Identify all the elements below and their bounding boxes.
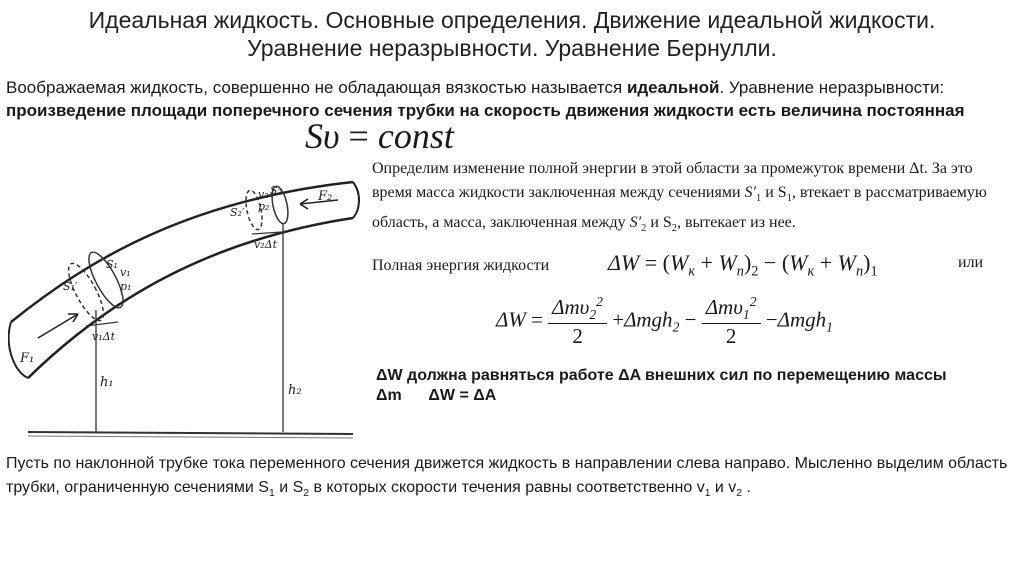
bf-num2-sub: 1: [742, 307, 750, 323]
ef-close1: ): [863, 250, 871, 275]
work-statement-line-2: Δm ΔW = ΔA: [376, 387, 497, 404]
slide-title: Идеальная жидкость. Основные определения. Движение идеальной жидкости. Уравнение неразрывности. Уравнение Бернулли.: [88, 7, 936, 61]
bf-eq: =: [531, 307, 543, 332]
S2-sub: 2: [671, 223, 677, 235]
S1-sub: 1: [786, 193, 792, 205]
bf-mgh2: Δmgh: [624, 307, 673, 332]
label-p2: p₂: [258, 200, 270, 213]
label-h2: h₂: [288, 383, 302, 398]
S2-prime: S′: [629, 214, 642, 232]
label-S2p: S₂′: [230, 206, 245, 219]
bottom-S2-sub: 2: [303, 488, 310, 500]
ef-open2: (: [781, 250, 790, 275]
label-v2dt: v₂Δt: [254, 238, 277, 251]
bf-den2: 2: [725, 324, 737, 349]
flow-tube-figure: [8, 150, 368, 450]
bf-num1-sub: 2: [589, 307, 597, 323]
ef-two: 2: [751, 263, 759, 280]
bf-h1: 1: [826, 319, 833, 335]
ef-n2: n: [855, 263, 864, 280]
ef-plus: +: [700, 250, 713, 275]
bottom-text-5: .: [742, 479, 751, 496]
ef-n: n: [736, 263, 744, 280]
bf-minus: −: [684, 307, 697, 332]
ef-Wn: W: [718, 250, 737, 275]
or-word: или: [958, 254, 984, 271]
bottom-text-2: и S: [274, 479, 304, 496]
ef-plus2: +: [819, 250, 833, 275]
energy-text-2: и S: [761, 184, 787, 201]
formula-lhs: Sυ: [305, 116, 340, 156]
intro-ideal-term: идеальной: [626, 78, 720, 97]
label-F1: F₁: [20, 351, 35, 366]
intro-text-1: Воображаемая жидкость, совершенно не обладающая вязкостью называется: [6, 78, 627, 97]
label-S2: S₂: [270, 184, 282, 197]
label-v1dt: v₁Δt: [92, 330, 115, 343]
bf-den1: 2: [572, 324, 583, 349]
bottom-v2-sub: 2: [736, 488, 743, 500]
label-p1: p₁: [120, 280, 132, 293]
bottom-paragraph: [6, 452, 1016, 506]
bernoulli-formula: [496, 294, 833, 349]
label-F2: F₂: [318, 189, 333, 204]
bf-mgh1: Δmgh: [777, 307, 827, 332]
ef-minus: −: [763, 250, 777, 275]
total-energy-label: Полная энергия жидкости: [372, 257, 550, 274]
label-h1: h₁: [100, 375, 114, 390]
intro-text-2: . Уравнение неразрывности:: [719, 78, 945, 97]
S2-prime-sub: 2: [641, 223, 647, 235]
ef-Wk2: W: [789, 250, 808, 275]
work-statement: [376, 366, 1016, 406]
bf-h2: 2: [672, 319, 680, 335]
S1-prime: S′: [744, 184, 757, 201]
intro-bold-definition: произведение площади поперечного сечения трубки на скорость движения жидкости есть величина постоянная: [6, 101, 965, 120]
bf-num1: Δmυ: [552, 295, 590, 319]
energy-change-paragraph: [372, 157, 1012, 241]
ef-dW: ΔW: [608, 250, 640, 275]
bottom-v1-sub: 1: [704, 488, 711, 500]
formula-eq: =: [348, 116, 369, 156]
label-v1: v₁: [120, 266, 131, 279]
bf-frac-2: [702, 294, 761, 349]
bottom-text-1: Пусть по наклонной трубке тока переменного сечения движется жидкость в направлении слева направо. Мысленно выделим область трубки, ограниченную сечениями S: [6, 455, 1008, 496]
S1-prime-sub: 1: [756, 193, 762, 205]
ef-k: к: [688, 263, 696, 280]
ef-k2: к: [807, 263, 815, 280]
bf-num2: Δmυ: [705, 295, 743, 319]
label-v2: v₂: [258, 188, 269, 201]
bf-num1-sup: 2: [596, 294, 603, 309]
energy-text-4: и S: [646, 214, 672, 232]
bf-minus2: −: [765, 307, 778, 332]
bottom-text-3: в которых скорости течения равны соответственно v: [309, 479, 705, 496]
ef-Wk: W: [670, 250, 689, 275]
ef-one: 1: [870, 263, 878, 280]
label-S1: S₁: [106, 258, 118, 271]
bf-dW: ΔW: [496, 307, 526, 332]
energy-text-3: , втекает в рассматриваемую область, а масса, заключенная между: [372, 184, 987, 232]
bf-plus: +: [612, 307, 625, 332]
energy-text-1: Определим изменение полной энергии в этой области за промежуток времени Δt. За это время масса жидкости заключенная между сечениями: [372, 160, 973, 201]
energy-text-5: , вытекает из нее.: [677, 214, 796, 232]
bf-frac-1: [548, 294, 607, 349]
ef-close2: ): [743, 250, 752, 275]
bottom-text-4: и v: [710, 479, 737, 496]
bf-num2-sup: 2: [749, 294, 757, 309]
energy-formula: [608, 250, 878, 280]
ef-Wn2: W: [837, 250, 856, 275]
intro-paragraph: [6, 76, 1006, 122]
bottom-S1-sub: 1: [268, 488, 275, 500]
ef-open: (: [662, 250, 670, 275]
ef-eq: =: [644, 250, 658, 275]
work-statement-line-1: ΔW должна равняться работе ΔA внешних сил по перемещению массы: [376, 367, 947, 384]
label-S1p: S₁′: [63, 280, 78, 293]
formula-rhs: const: [377, 116, 454, 156]
